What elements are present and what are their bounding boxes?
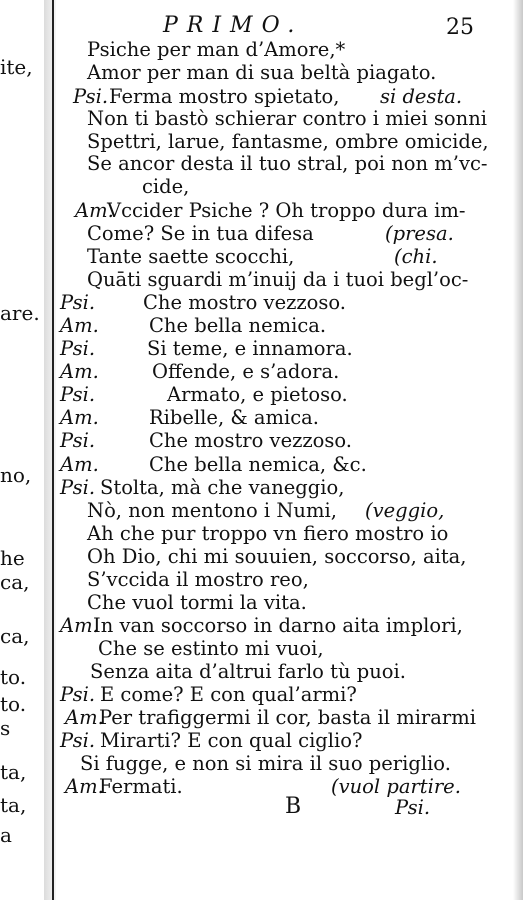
- speaker-label: Am.: [60, 453, 99, 476]
- verse-text: Come? Se in tua difesa: [87, 222, 314, 245]
- verse-text: Psiche per man d’Amore,*: [87, 38, 346, 61]
- stage-direction: (presa.: [385, 222, 454, 245]
- speaker-label: Am.: [65, 706, 104, 729]
- prev-fragment: ca,: [0, 570, 30, 594]
- prev-fragment: to.: [0, 665, 27, 689]
- verse-text: Quāti sguardi m’inuij da i tuoi begl’oc-: [87, 268, 469, 291]
- book-page: [60, 0, 515, 900]
- speaker-label: Psi.: [73, 85, 109, 108]
- previous-page-margin: [0, 0, 40, 900]
- verse-text: Armato, e pietoso.: [167, 383, 348, 406]
- verse-text: Offende, e s’adora.: [152, 360, 340, 383]
- verse-text: Senza aita d’altrui farlo tù puoi.: [90, 660, 406, 683]
- verse-text: Che bella nemica, &c.: [149, 453, 367, 476]
- verse-text: Si teme, e innamora.: [147, 337, 353, 360]
- prev-fragment: to.: [0, 692, 27, 716]
- verse-text: Mirarti? E con qual ciglio?: [100, 729, 363, 752]
- running-head: PRIMO.: [163, 13, 304, 38]
- catchword: Psi.: [395, 796, 431, 819]
- speaker-label: Am.: [60, 314, 99, 337]
- signature-mark: B: [285, 794, 302, 819]
- verse-text: Che se estinto mi vuoi,: [98, 637, 324, 660]
- verse-text: Ferma mostro spietato,: [109, 85, 340, 108]
- stage-direction: (chi.: [394, 245, 438, 268]
- verse-text: Vccider Psiche ? Oh troppo dura im-: [107, 199, 466, 222]
- speaker-label: Am.: [75, 199, 114, 222]
- verse-text: Nò, non mentono i Numi,: [87, 499, 337, 522]
- speaker-label: Psi.: [60, 476, 96, 499]
- stage-direction: si desta.: [380, 85, 463, 108]
- verse-text: Amor per man di sua beltà piagato.: [87, 61, 437, 84]
- verse-text: Se ancor desta il tuo stral, poi non m’vc-: [87, 152, 488, 175]
- verse-text: Che mostro vezzoso.: [143, 291, 346, 314]
- page-number: 25: [446, 15, 474, 40]
- verse-text: In van soccorso in darno aita implori,: [93, 614, 463, 637]
- prev-fragment: no,: [0, 463, 32, 487]
- verse-text: E come? E con qual’armi?: [100, 683, 357, 706]
- speaker-label: Psi.: [60, 291, 96, 314]
- prev-fragment: ite,: [0, 55, 33, 79]
- speaker-label: Am.: [60, 406, 99, 429]
- prev-fragment: ca,: [0, 624, 30, 648]
- speaker-label: Psi.: [60, 683, 96, 706]
- prev-fragment: are.: [0, 301, 40, 325]
- verse-text: Che mostro vezzoso.: [149, 429, 352, 452]
- speaker-label: Psi.: [60, 337, 96, 360]
- speaker-label: Psi.: [60, 729, 96, 752]
- stage-direction: (veggio,: [365, 499, 445, 522]
- speaker-label: Am.: [60, 614, 99, 637]
- verse-text: Fermati.: [99, 775, 183, 798]
- prev-fragment: he: [0, 546, 25, 570]
- prev-fragment: a: [0, 823, 12, 847]
- verse-text: Ah che pur troppo vn fiero mostro io: [87, 522, 449, 545]
- verse-text: Si fugge, e non si mira il suo periglio.: [80, 752, 451, 775]
- book-gutter: [44, 0, 56, 900]
- verse-text: Che vuol tormi la vita.: [87, 591, 307, 614]
- speaker-label: Psi.: [60, 383, 96, 406]
- verse-text: Spettri, larue, fantasme, ombre omicide,: [87, 130, 489, 153]
- verse-text: Oh Dio, chi mi souuien, soccorso, aita,: [87, 545, 467, 568]
- speaker-label: Am.: [65, 775, 104, 798]
- verse-text: Ribelle, & amica.: [149, 406, 320, 429]
- verse-text: Tante saette scocchi,: [87, 245, 295, 268]
- prev-fragment: ta,: [0, 793, 27, 817]
- verse-text: S’vccida il mostro reo,: [87, 568, 309, 591]
- speaker-label: Psi.: [60, 429, 96, 452]
- prev-fragment: s: [0, 716, 11, 740]
- verse-text: Stolta, mà che vaneggio,: [100, 476, 345, 499]
- stage-direction: (vuol partire.: [331, 775, 461, 798]
- gutter-fold-line: [52, 0, 54, 900]
- verse-text: cide,: [142, 175, 190, 198]
- verse-text: Per trafiggermi il cor, basta il mirarmi: [99, 706, 476, 729]
- verse-text: Non ti bastò schierar contro i miei sonni: [87, 107, 488, 130]
- verse-text: Che bella nemica.: [149, 314, 327, 337]
- prev-fragment: ta,: [0, 760, 27, 784]
- speaker-label: Am.: [60, 360, 99, 383]
